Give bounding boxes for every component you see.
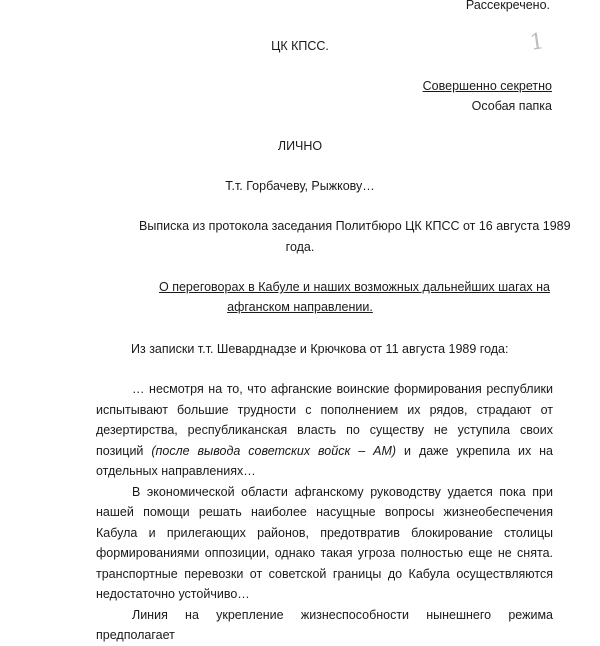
- classification-label: Совершенно секретно: [422, 79, 552, 93]
- extract-line-1: Выписка из протокола заседания Политбюро ЦК КПСС от 16 августа 1989: [139, 219, 571, 233]
- body-paragraph-3: Линия на укрепление жизнеспособности нынешнего режима предполагает: [96, 607, 553, 642]
- topic-line-1: О переговорах в Кабуле и наших возможных дальнейших шагах на: [159, 280, 550, 294]
- declassified-stamp: Рассекречено.: [465, 0, 550, 12]
- body-paragraph-1: [96, 379, 553, 482]
- recipients: Т.т. Горбачеву, Рыжкову…: [225, 179, 375, 193]
- body-paragraph-2: В экономической области афганскому руководству удается пока при нашей помощи решать наиболее насущные вопросы жизнеобеспечения Кабула и прилегающих районов, предотвратив блокирование столицы формированиями оппозиции, однако такая угроза полностью еще не снята. транспортные перевозки от советской границы до Кабула осуществляются недостаточно устойчиво…: [96, 484, 553, 601]
- extract-line-2: года.: [285, 240, 315, 254]
- body-paragraph-1-start: … несмотря на то, что афганские воинские формирования республики испытывают большие трудности с пополнением их рядов, страдают от дезертирства, республиканская власть по существу не уступила своих позиций: [96, 382, 553, 458]
- addressee: ЦК КПСС.: [271, 39, 329, 53]
- document-body: [96, 379, 553, 646]
- body-paragraph-1-end: и даже укрепила их на отдельных направлениях…: [96, 443, 553, 478]
- handwritten-mark: 1: [528, 29, 546, 56]
- editor-note: (после вывода советских войск – АМ): [151, 443, 397, 458]
- folder-label: Особая папка: [471, 99, 552, 113]
- topic-line-2: афганском направлении.: [227, 300, 373, 314]
- source-note: Из записки т.т. Шеварднадзе и Крючкова от 11 августа 1989 года:: [131, 342, 509, 356]
- personal-label: ЛИЧНО: [277, 139, 323, 153]
